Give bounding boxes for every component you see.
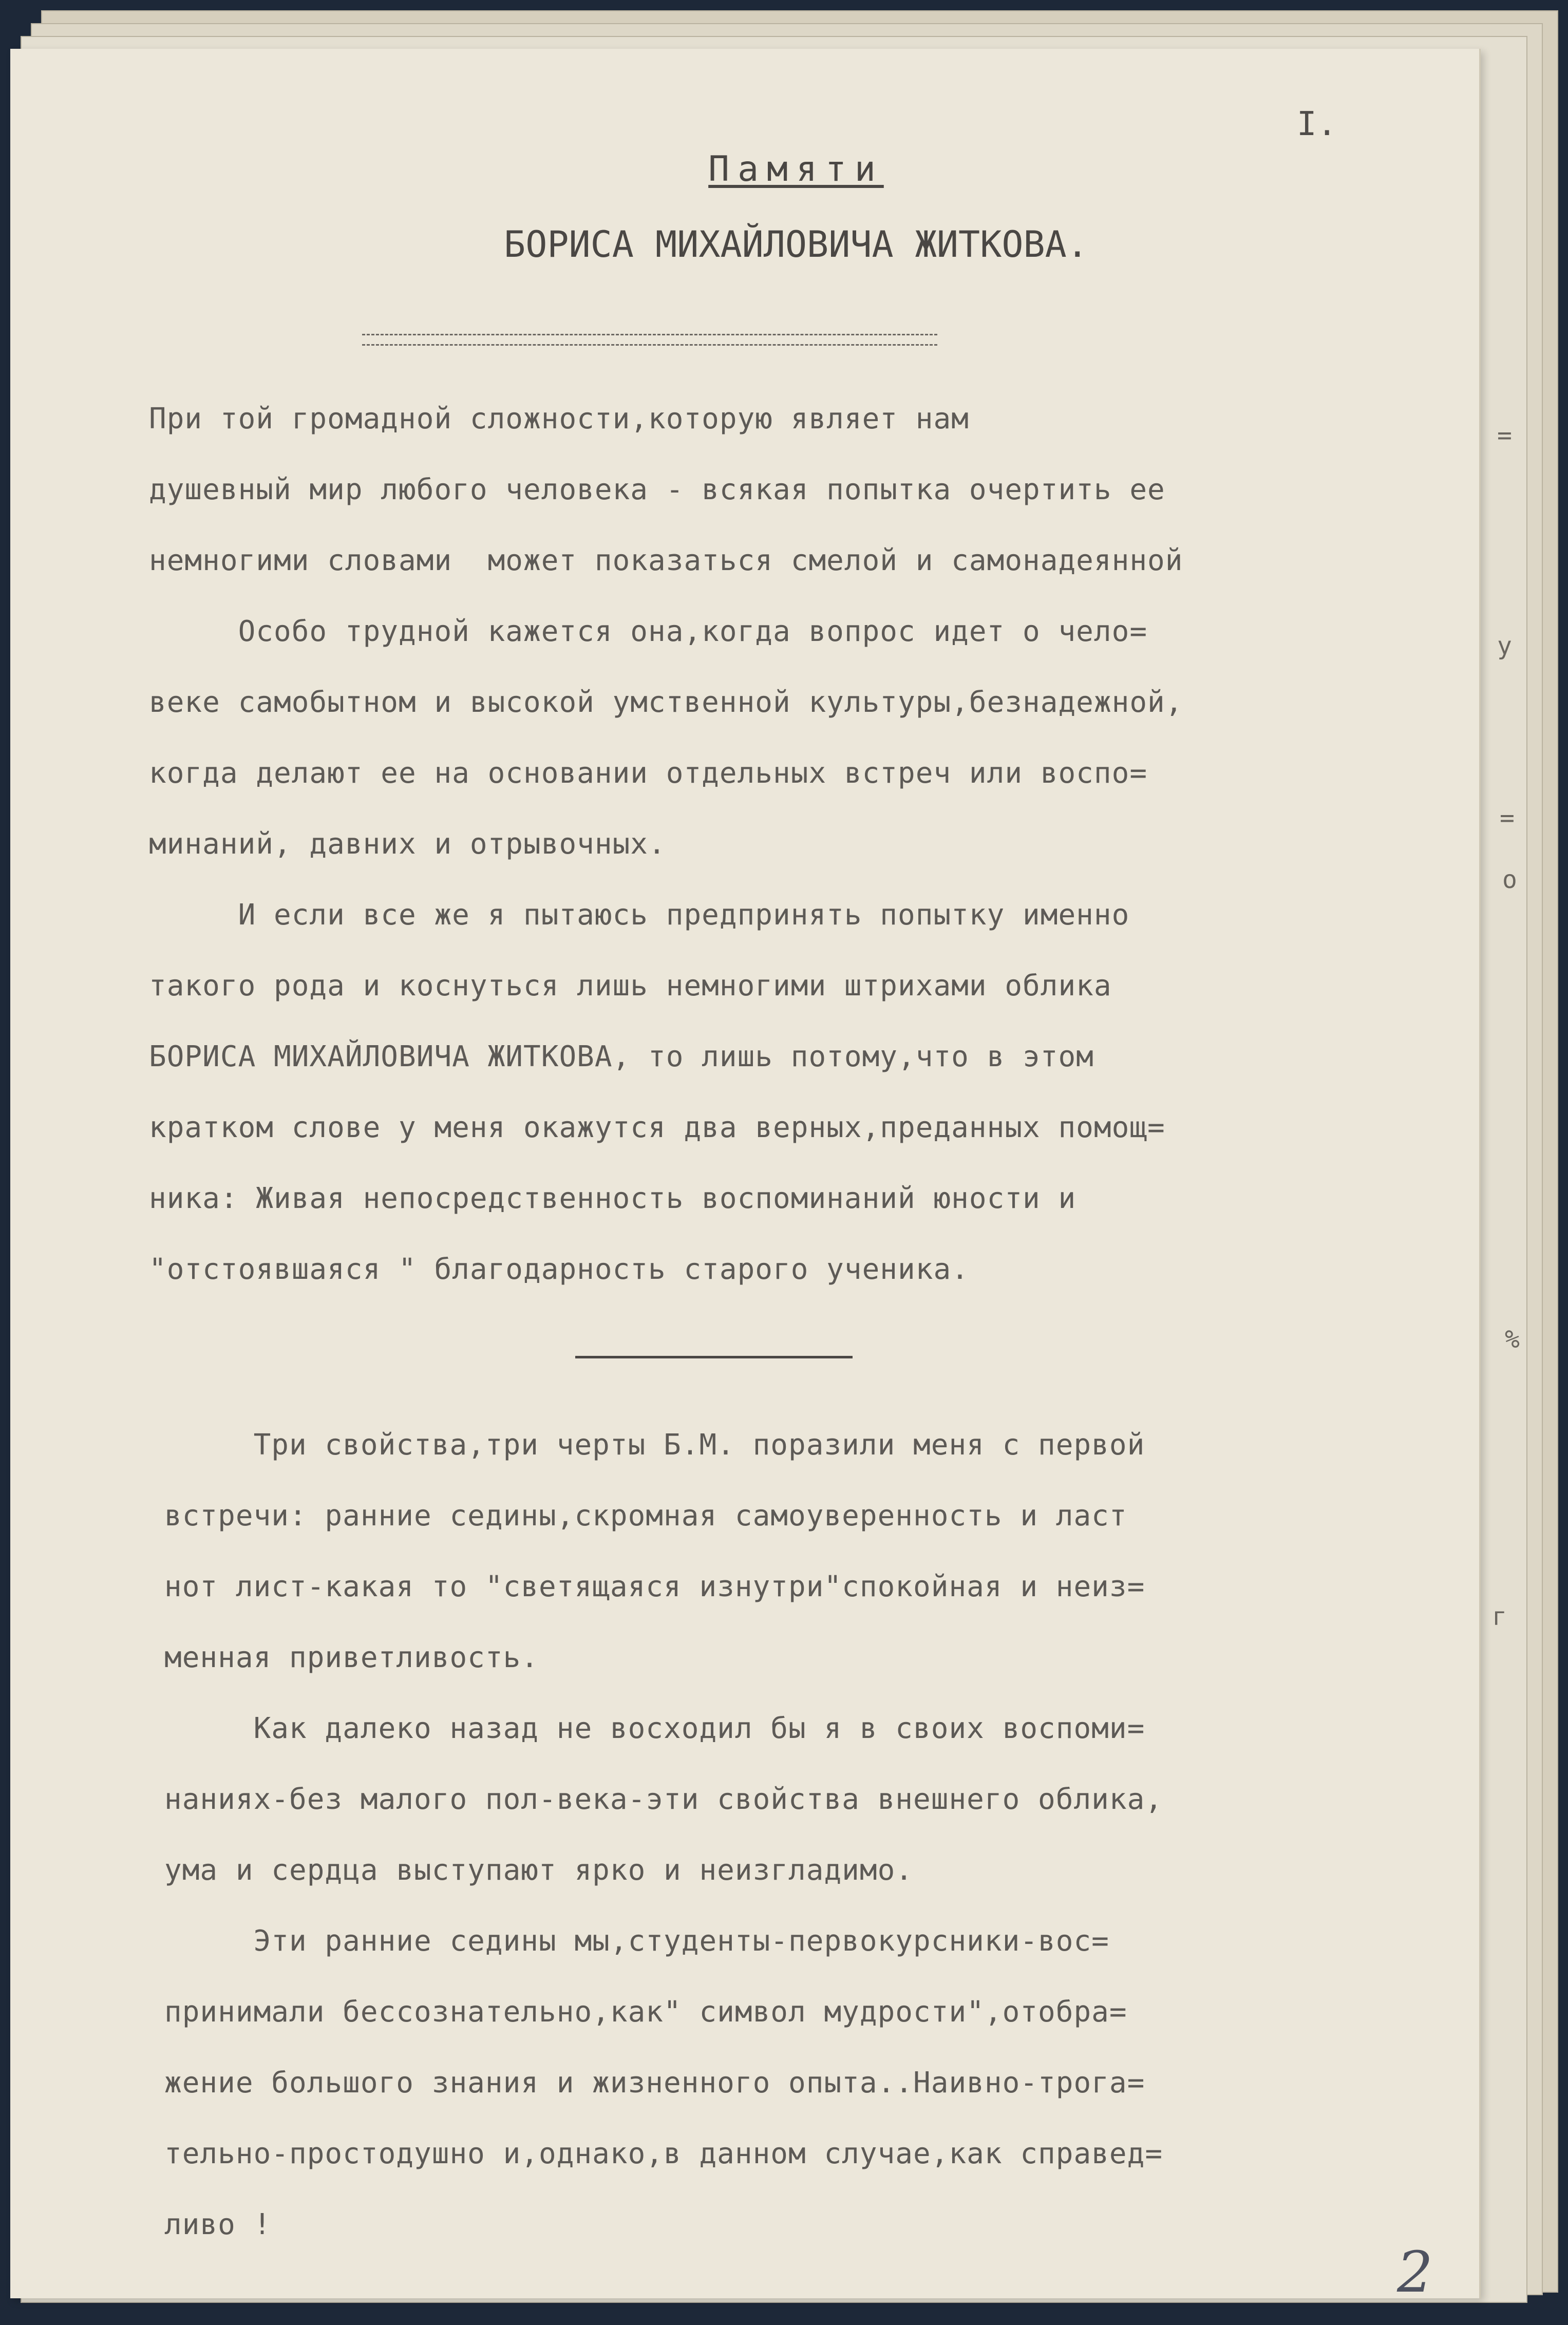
paragraph-block-1: При той громадной сложности,которую являет нам душевный мир любого человека - всякая попытка очертить ее немногими словами может показаться смелой и самонадеянной Особо трудной кажется она,когда вопрос идет о чело= веке самобытном и высокой умственной культуры,безнадежной, когда делают ее на основании отдельных встреч или воспо= минаний, давних и отрывочных. И если все же я пытаюсь предпринять попытку именно такого рода и коснуться лишь немногими штрихами облика БОРИСА МИХАЙЛОВИЧА ЖИТКОВА, то лишь потому,что в этом кратком слове у меня окажутся два верных,преданных помощ= ника: Живая непосредственность воспоминаний юности и "отстоявшаяся " благодарность старого ученика. bbox=[149, 402, 1183, 1286]
margin-mark: % bbox=[1505, 1325, 1520, 1354]
margin-mark: у bbox=[1497, 632, 1512, 660]
title-underline bbox=[362, 344, 937, 346]
margin-mark: = bbox=[1497, 421, 1512, 450]
title-line-2: БОРИСА МИХАЙЛОВИЧА ЖИТКОВА. bbox=[504, 223, 1088, 266]
page-number: I. bbox=[1297, 105, 1338, 143]
title-line-1-text: Памяти bbox=[708, 149, 884, 190]
margin-mark: = bbox=[1500, 804, 1515, 833]
title-underline bbox=[362, 334, 937, 335]
paragraph-block-2: Три свойства,три черты Б.М. поразили меня с первой встречи: ранние седины,скромная самоуверенность и ласт нот лист-какая то "светящаяся изнутри"спокойная и неиз= менная приветливость. Как далеко назад не восходил бы я в своих воспоми= наниях-без малого пол-века-эти свойства внешнего облика, ума и сердца выступают ярко и неизгладимо. Эти ранние седины мы,студенты-первокурсники-вос= принимали бессознательно,как" символ мудрости",отобра= жение большого знания и жизненного опыта..Наивно-трога= тельно-простодушно и,однако,в данном случае,как справед= ливо ! bbox=[164, 1428, 1163, 2241]
typewritten-page bbox=[10, 49, 1481, 2305]
section-divider bbox=[575, 1356, 853, 1358]
margin-mark: о bbox=[1502, 865, 1517, 894]
margin-mark: г bbox=[1492, 1602, 1507, 1631]
title-line-1 bbox=[10, 149, 1397, 190]
handwritten-page-number: 2 bbox=[1397, 2239, 1433, 2305]
